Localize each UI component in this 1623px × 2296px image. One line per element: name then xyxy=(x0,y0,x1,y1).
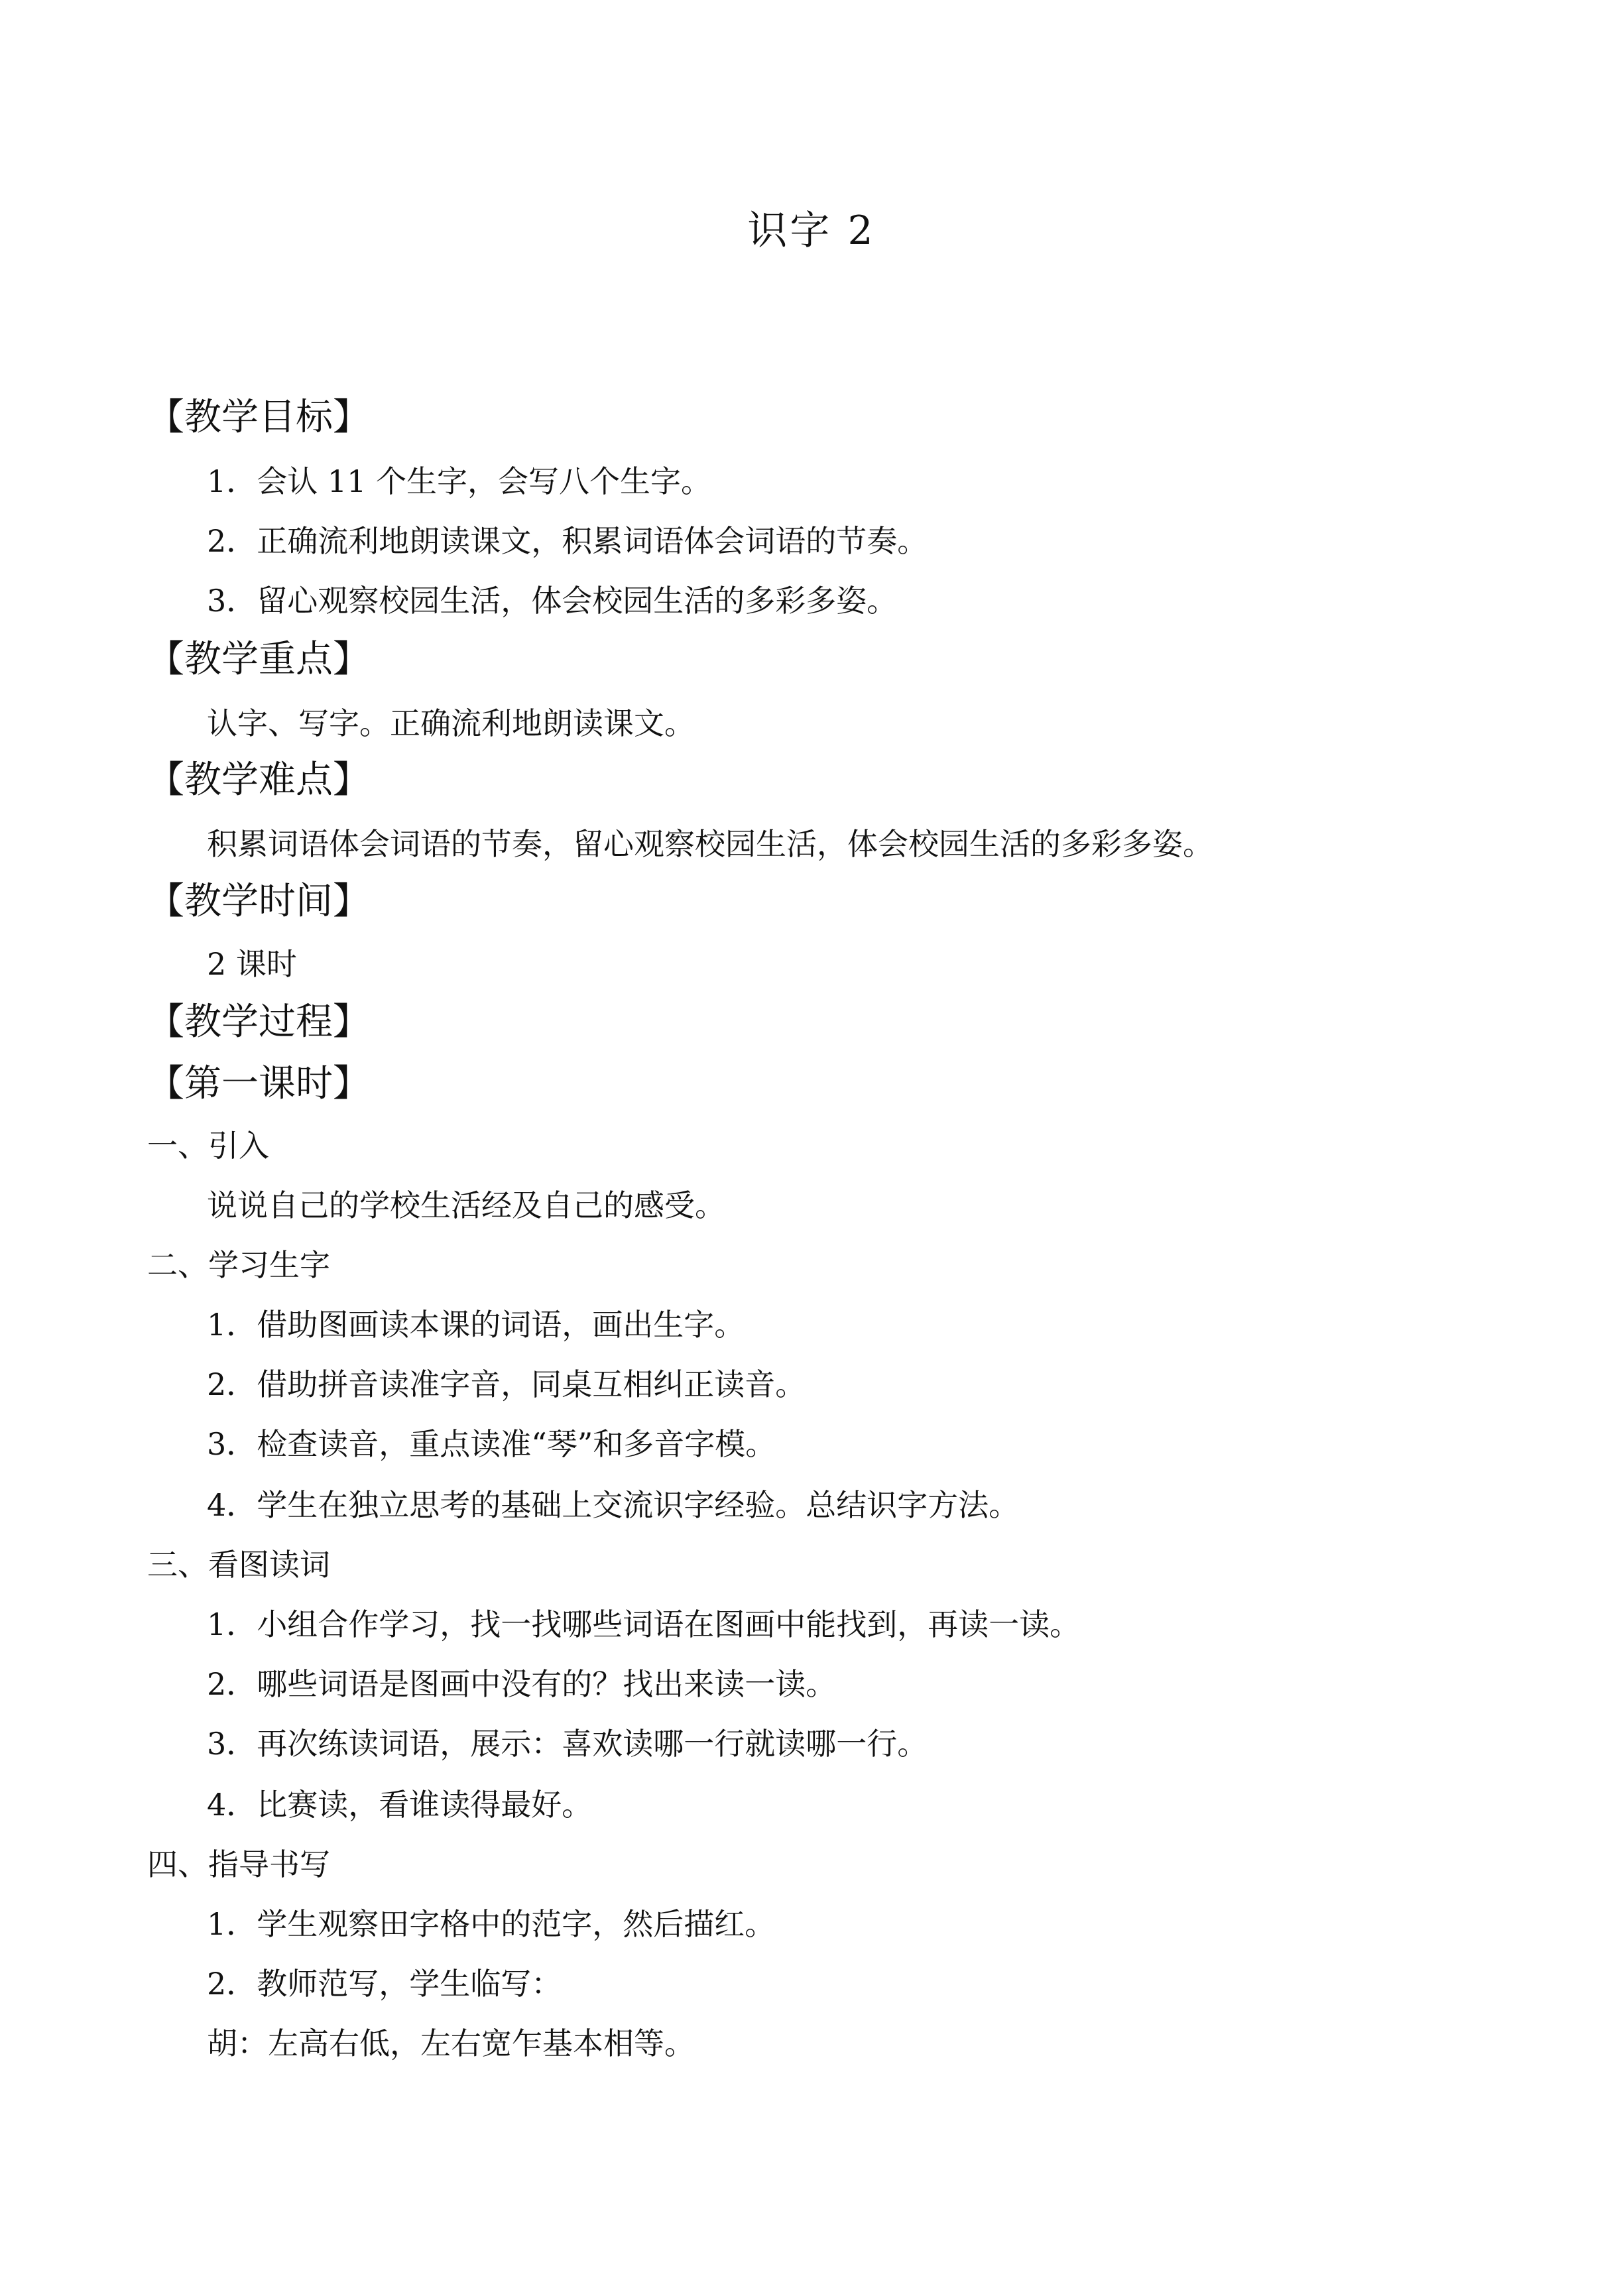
key-points-text: 认字、写字。正确流利地朗读课文。 xyxy=(207,705,695,741)
difficulties-text: 积累词语体会词语的节奏，留心观察校园生活，体会校园生活的多彩多姿。 xyxy=(207,826,1213,862)
picture-item-4: 4．比赛读，看谁读得最好。 xyxy=(207,1787,593,1823)
goal-item-1: 1．会认 11 个生字，会写八个生字。 xyxy=(207,463,712,499)
section-writing-guidance: 四、指导书写 xyxy=(147,1846,330,1882)
goal-item-3: 3．留心观察校园生活，体会校园生活的多彩多姿。 xyxy=(207,583,898,619)
document-title: 识字 2 xyxy=(747,208,876,254)
learn-item-1: 1．借助图画读本课的词语，画出生字。 xyxy=(207,1307,745,1343)
picture-item-2: 2．哪些词语是图画中没有的？找出来读一读。 xyxy=(207,1666,837,1702)
heading-teaching-time: 【教学时间】 xyxy=(147,880,370,923)
section-learn-characters: 二、学习生字 xyxy=(147,1247,330,1283)
picture-item-3: 3．再次练读词语，展示：喜欢读哪一行就读哪一行。 xyxy=(207,1726,928,1762)
section-introduction: 一、引入 xyxy=(147,1128,269,1164)
writing-note-hu: 胡：左高右低，左右宽乍基本相等。 xyxy=(207,2025,695,2061)
goal-item-2: 2．正确流利地朗读课文，积累词语体会词语的节奏。 xyxy=(207,523,928,559)
heading-key-points: 【教学重点】 xyxy=(147,638,370,681)
writing-item-2: 2．教师范写，学生临写： xyxy=(207,1966,562,2002)
picture-item-1: 1．小组合作学习，找一找哪些词语在图画中能找到，再读一读。 xyxy=(207,1606,1081,1642)
introduction-text: 说说自己的学校生活经及自己的感受。 xyxy=(207,1187,725,1223)
heading-first-lesson: 【第一课时】 xyxy=(147,1062,370,1105)
writing-item-1: 1．学生观察田字格中的范字，然后描红。 xyxy=(207,1906,776,1942)
learn-item-3: 3．检查读音，重点读准“琴”和多音字模。 xyxy=(207,1426,776,1462)
learn-item-2: 2．借助拼音读准字音，同桌互相纠正读音。 xyxy=(207,1366,806,1402)
heading-teaching-goals: 【教学目标】 xyxy=(147,396,370,439)
learn-item-4: 4．学生在独立思考的基础上交流识字经验。总结识字方法。 xyxy=(207,1487,1020,1523)
teaching-time-text: 2 课时 xyxy=(207,946,297,982)
heading-difficulties: 【教学难点】 xyxy=(147,758,370,802)
heading-teaching-process: 【教学过程】 xyxy=(147,1000,370,1044)
section-picture-words: 三、看图读词 xyxy=(147,1547,330,1583)
